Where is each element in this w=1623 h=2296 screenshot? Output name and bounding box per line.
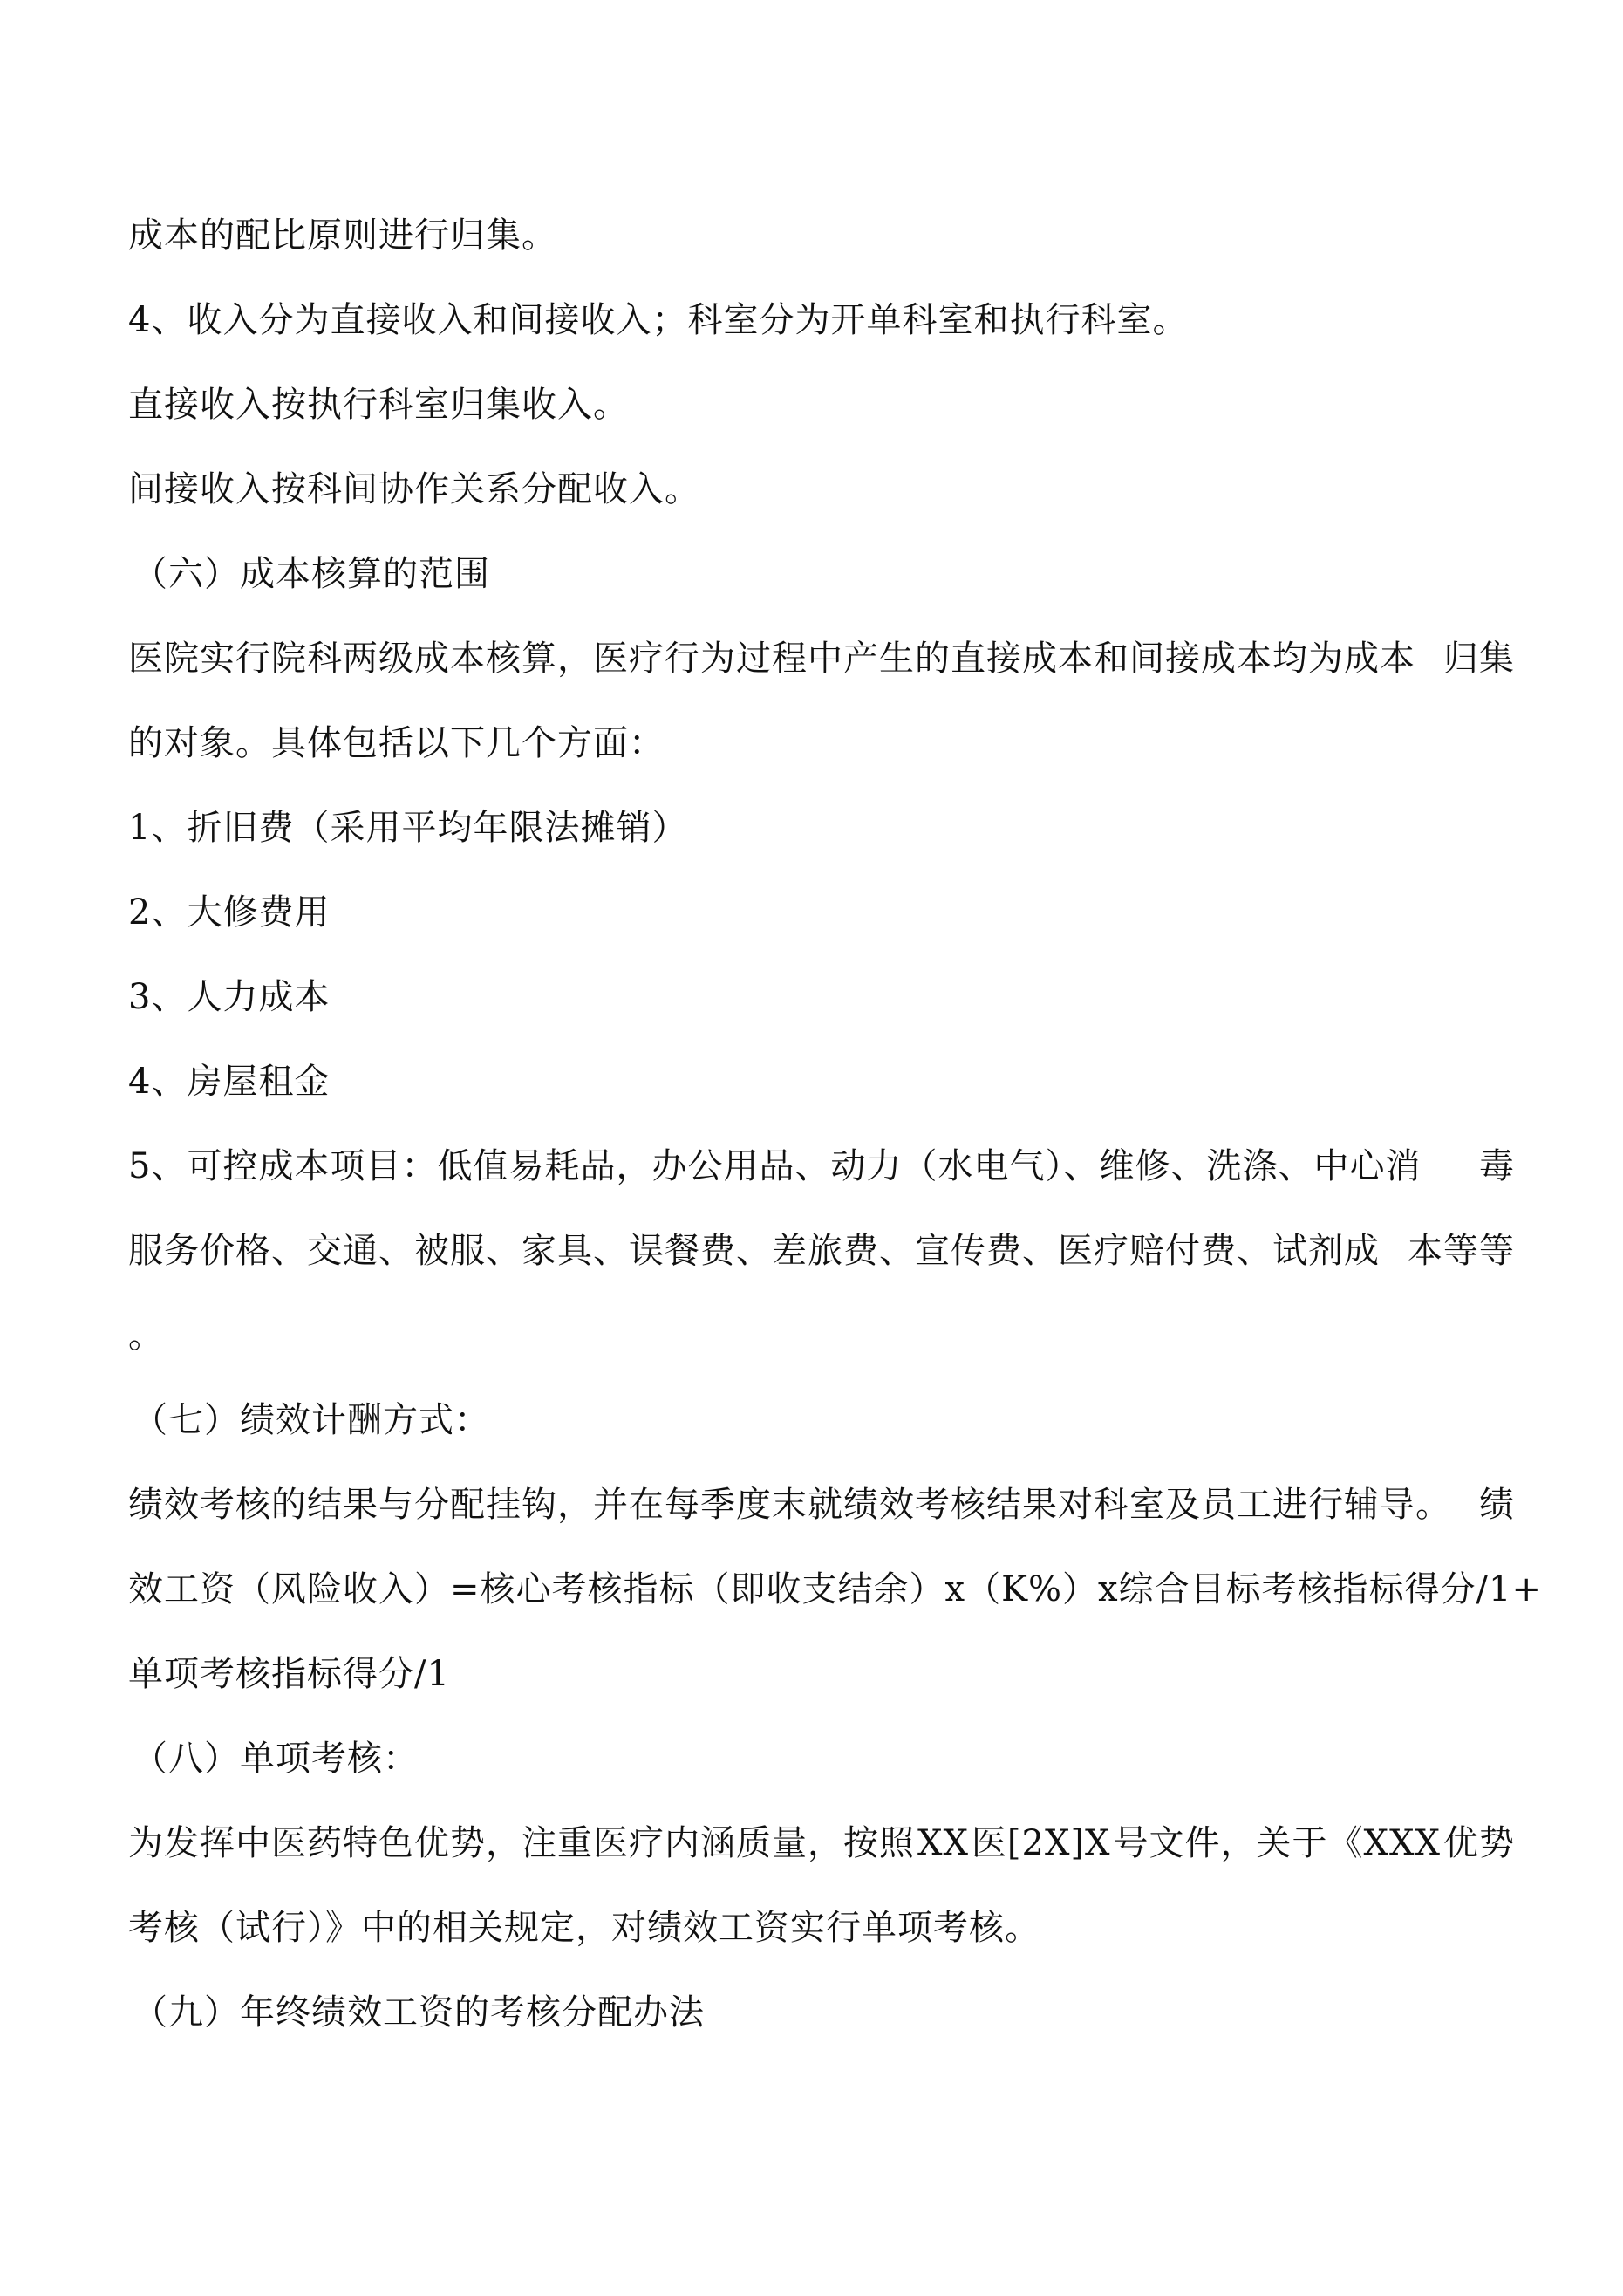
list-item: 1、折旧费（采用平均年限法摊销） <box>128 808 688 848</box>
list-item: 3、人力成本 <box>128 977 331 1017</box>
list-item-justified: 5、可控成本项目：低值易耗品，办公用品、动力（水电气）、维修、洗涤、中心消 毒 <box>128 1146 1515 1186</box>
list-item: 2、大修费用 <box>128 892 331 933</box>
section-heading: （八）单项考核： <box>133 1739 419 1779</box>
section-heading: （七）绩效计酬方式： <box>133 1400 490 1440</box>
list-item: 4、房屋租金 <box>128 1062 331 1102</box>
text-line: 的对象。具体包括以下几个方面： <box>128 723 665 763</box>
text-line-justified: 服务价格、交通、被服、家具、误餐费、差旅费、宣传费、医疗赔付费、试剂成 本等等 <box>128 1231 1515 1271</box>
text-line: 。 <box>128 1315 164 1356</box>
text-line-justified: 为发挥中医药特色优势，注重医疗内涵质量，按照 XX 医[2X]X 号文件，关于《XXX 优势 <box>128 1823 1515 1863</box>
text-line: 直接收入按执行科室归集收入。 <box>128 385 629 425</box>
text-line: 成本的配比原则进行归集。 <box>128 215 557 256</box>
section-heading: （九）年终绩效工资的考核分配办法 <box>133 1992 705 2033</box>
section-heading: （六）成本核算的范围 <box>133 554 490 594</box>
text-line-justified: 医院实行院科两级成本核算，医疗行为过程中产生的直接成本和间接成本均为成本 归集 <box>128 639 1515 679</box>
text-line: 间接收入按科间协作关系分配收入。 <box>128 469 700 509</box>
text-line-justified: 效工资（风险收入）=核心考核指标（即收支结余）x（K%）x 综合目标考核指标 得分/1+ <box>128 1569 1542 1609</box>
text-line: 4、收入分为直接收入和间接收入；科室分为开单科室和执行科室。 <box>128 300 1189 340</box>
text-line-justified: 绩效考核的结果与分配挂钩，并在每季度末就绩效考核结果对科室及员工进行辅导。 绩 <box>128 1485 1515 1525</box>
text-line: 考核（试行）》中的相关规定，对绩效工资实行单项考核。 <box>128 1908 1040 1948</box>
text-line: 单项考核指标得分/1 <box>128 1654 450 1694</box>
